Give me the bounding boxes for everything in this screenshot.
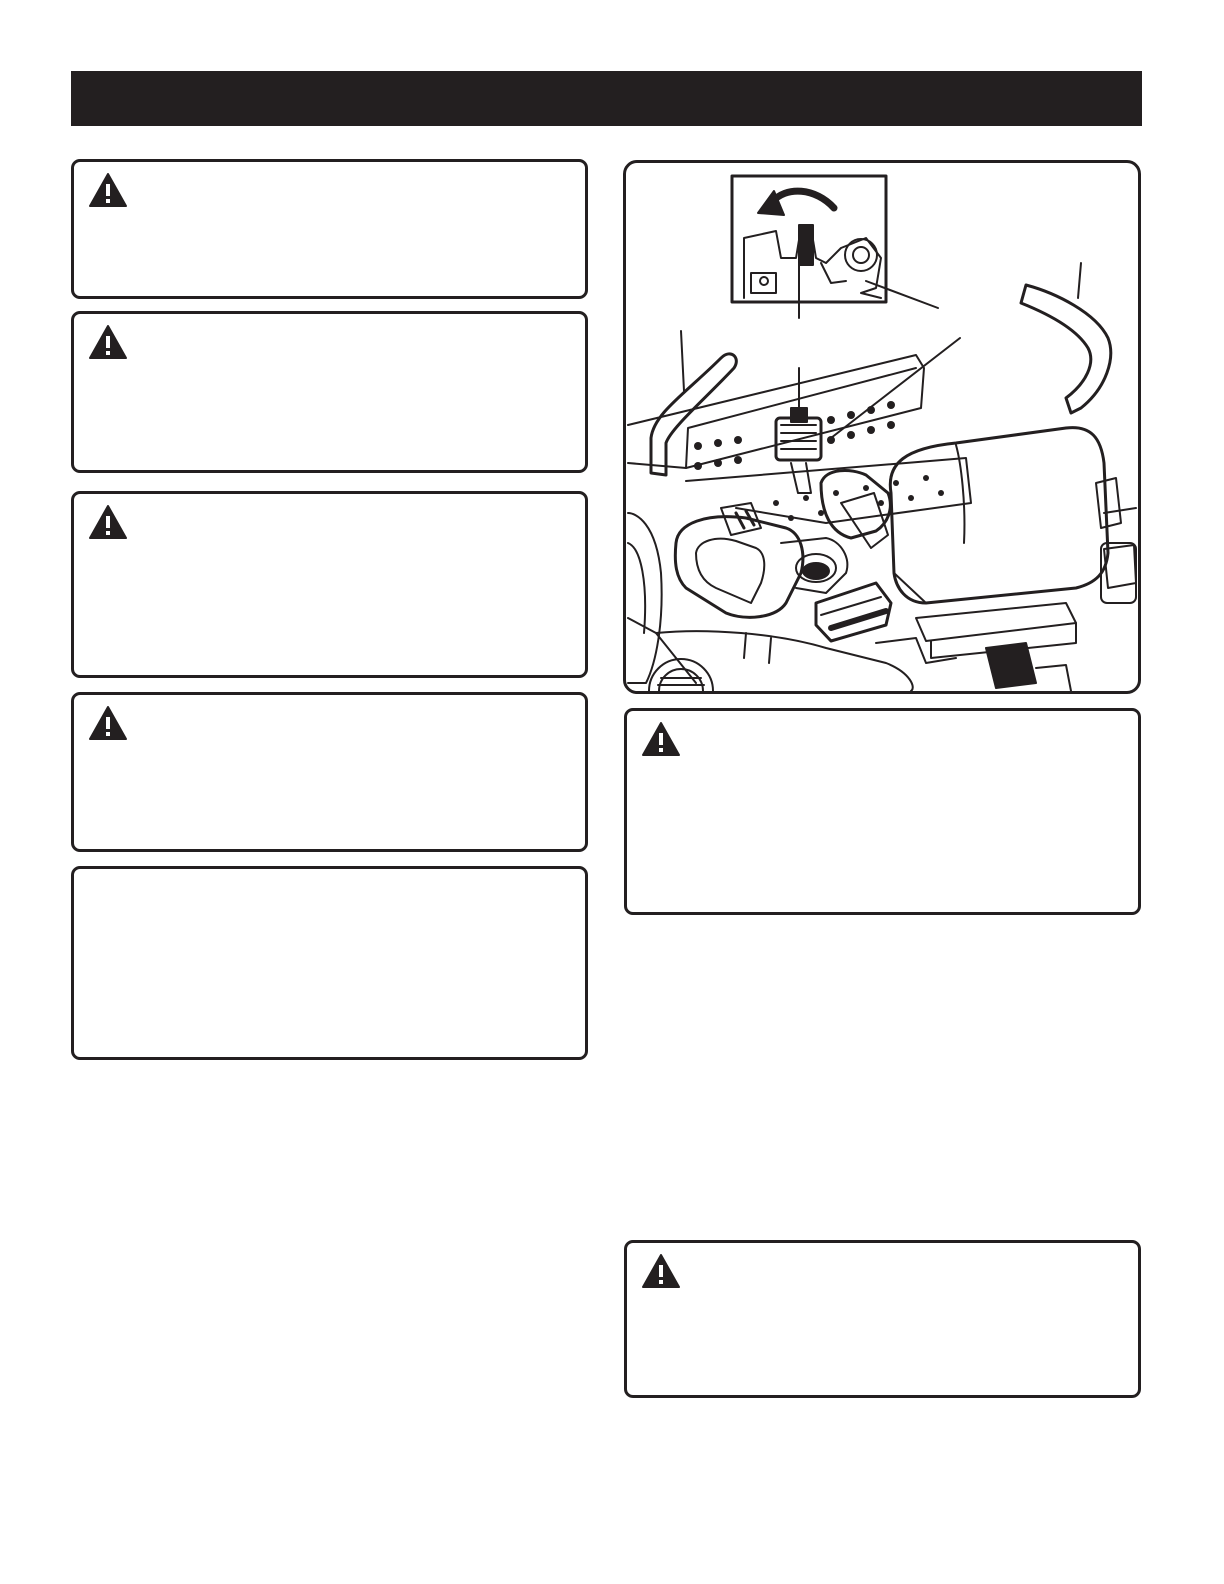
warning-triangle-icon <box>88 705 128 741</box>
warning-triangle-icon <box>88 324 128 360</box>
notice-box <box>71 866 588 1060</box>
warning-triangle-icon <box>641 721 681 757</box>
warning-box-5 <box>624 708 1141 915</box>
warning-triangle-icon <box>88 172 128 208</box>
mower-controls-figure <box>623 160 1141 694</box>
warning-triangle-icon <box>88 504 128 540</box>
warning-triangle-icon <box>641 1253 681 1289</box>
warning-box-3 <box>71 491 588 678</box>
section-header-bar <box>71 71 1142 126</box>
warning-box-1 <box>71 159 588 299</box>
warning-box-4 <box>71 692 588 852</box>
warning-box-2 <box>71 311 588 473</box>
mower-controls-illustration <box>626 163 1138 691</box>
warning-box-6 <box>624 1240 1141 1398</box>
